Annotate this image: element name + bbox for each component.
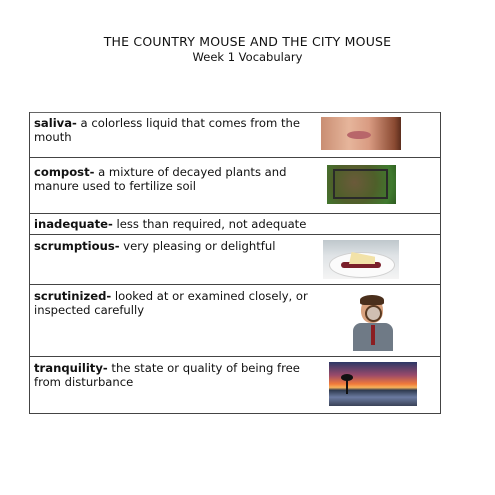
cheesecake-photo-icon (323, 240, 399, 279)
vocab-definition: a colorless liquid that comes from the mouth (34, 116, 300, 144)
page-title: THE COUNTRY MOUSE AND THE CITY MOUSE (103, 34, 392, 49)
vocab-term: saliva- (34, 116, 77, 130)
sunset-lake-photo-icon (329, 362, 417, 406)
compost-bin-photo-icon (327, 165, 396, 204)
vocabulary-table (29, 112, 441, 414)
vocab-row-tranquility (30, 357, 440, 413)
vocab-row-inadequate (30, 214, 440, 235)
vocab-text (34, 117, 319, 144)
vocab-row-saliva (30, 112, 440, 158)
vocab-term: tranquility- (34, 361, 108, 375)
vocab-text (34, 166, 319, 193)
vocab-text (34, 290, 319, 317)
magnifying-glass-man-photo-icon (345, 295, 401, 351)
vocab-row-compost (30, 158, 440, 214)
lips-photo-icon (321, 117, 401, 150)
vocab-definition: less than required, not adequate (112, 217, 307, 231)
vocab-text (34, 362, 319, 389)
vocab-term: compost- (34, 165, 95, 179)
vocab-row-scrutinized (30, 285, 440, 357)
vocab-definition: the state or quality of being free from disturbance (34, 361, 300, 389)
vocab-term: scrumptious- (34, 239, 120, 253)
vocab-row-scrumptious (30, 235, 440, 285)
vocab-text (34, 240, 319, 254)
vocab-term: scrutinized- (34, 289, 112, 303)
page-subtitle: Week 1 Vocabulary (192, 50, 303, 64)
vocab-definition: looked at or examined closely, or inspected carefully (34, 289, 308, 317)
vocab-definition: a mixture of decayed plants and manure used to fertilize soil (34, 165, 287, 193)
vocab-definition: very pleasing or delightful (119, 239, 276, 253)
vocab-text (34, 218, 434, 232)
vocab-term: inadequate- (34, 217, 113, 231)
